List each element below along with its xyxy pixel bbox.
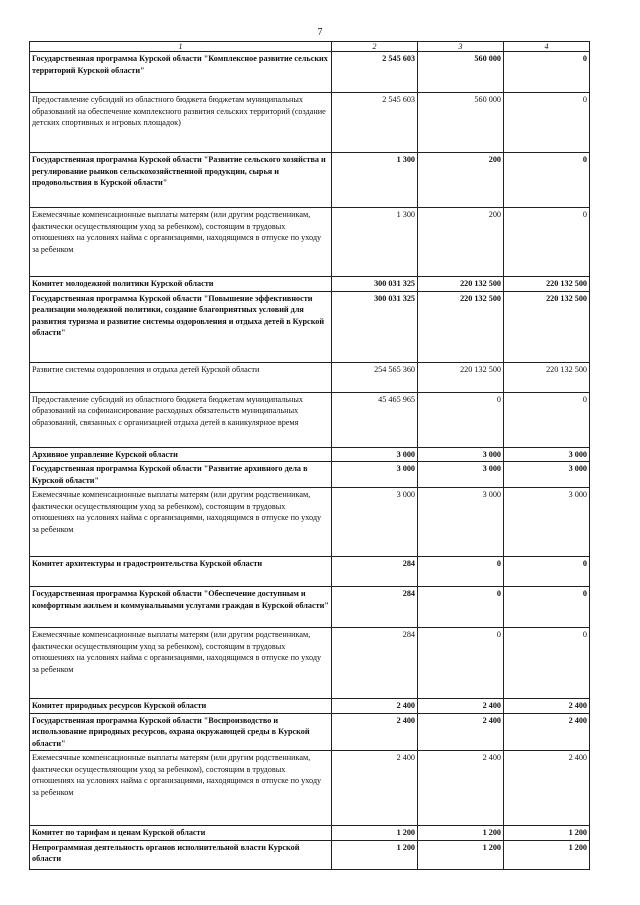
value-cell-col4: 220 132 500	[504, 362, 590, 392]
table-row	[30, 277, 590, 292]
value-cell-col4: 2 400	[504, 751, 590, 826]
table-row	[30, 208, 590, 277]
table-row	[30, 751, 590, 826]
value-cell-col4: 2 400	[504, 699, 590, 714]
value-cell-col3: 0	[418, 392, 504, 447]
value-cell-col2: 3 000	[332, 447, 418, 462]
row-name-cell: Предоставление субсидий из областного бюджета бюджетам муниципальных образований на софинансирование расходных обязательств муниципальных образований, связанных с организацией отдыха детей в каникулярное время	[30, 392, 332, 447]
value-cell-col3: 0	[418, 557, 504, 587]
row-name-cell: Государственная программа Курской области "Воспроизводство и использование природных ресурсов, охрана окружающей среды в Курской области"	[30, 713, 332, 751]
table-row	[30, 840, 590, 869]
value-cell-col4: 0	[504, 628, 590, 699]
table-row	[30, 392, 590, 447]
column-header: 1	[30, 42, 332, 52]
value-cell-col4: 0	[504, 153, 590, 208]
table-row	[30, 93, 590, 153]
row-name-cell: Архивное управление Курской области	[30, 447, 332, 462]
value-cell-col4: 3 000	[504, 447, 590, 462]
row-name-cell: Ежемесячные компенсационные выплаты матерям (или другим родственникам, фактически осуществляющим уход за ребенком), состоящим в трудовых отношениях на условиях найма с организациями, находящимся в отпуске по уходу за ребенком	[30, 488, 332, 557]
value-cell-col4: 1 200	[504, 826, 590, 841]
row-name-cell: Развитие системы оздоровления и отдыха детей Курской области	[30, 362, 332, 392]
value-cell-col3: 1 200	[418, 840, 504, 869]
column-number-row	[30, 42, 590, 52]
value-cell-col3: 560 000	[418, 52, 504, 93]
value-cell-col4: 0	[504, 93, 590, 153]
value-cell-col2: 1 300	[332, 208, 418, 277]
value-cell-col2: 2 400	[332, 699, 418, 714]
table-row	[30, 826, 590, 841]
value-cell-col3: 220 132 500	[418, 362, 504, 392]
value-cell-col3: 3 000	[418, 462, 504, 488]
value-cell-col4: 1 200	[504, 840, 590, 869]
row-name-cell: Государственная программа Курской области "Развитие архивного дела в Курской области"	[30, 462, 332, 488]
value-cell-col3: 220 132 500	[418, 277, 504, 292]
value-cell-col3: 560 000	[418, 93, 504, 153]
value-cell-col2: 2 400	[332, 751, 418, 826]
column-header: 4	[504, 42, 590, 52]
value-cell-col2: 300 031 325	[332, 291, 418, 362]
table-row	[30, 557, 590, 587]
value-cell-col2: 2 545 603	[332, 52, 418, 93]
value-cell-col2: 300 031 325	[332, 277, 418, 292]
value-cell-col2: 3 000	[332, 488, 418, 557]
value-cell-col4: 0	[504, 587, 590, 628]
value-cell-col3: 0	[418, 587, 504, 628]
value-cell-col3: 2 400	[418, 699, 504, 714]
row-name-cell: Комитет природных ресурсов Курской области	[30, 699, 332, 714]
table-row	[30, 699, 590, 714]
row-name-cell: Ежемесячные компенсационные выплаты матерям (или другим родственникам, фактически осуществляющим уход за ребенком), состоящим в трудовых отношениях на условиях найма с организациями, находящимся в отпуске по уходу за ребенком	[30, 208, 332, 277]
row-name-cell: Ежемесячные компенсационные выплаты матерям (или другим родственникам, фактически осуществляющим уход за ребенком), состоящим в трудовых отношениях на условиях найма с организациями, находящимся в отпуске по уходу за ребенком	[30, 751, 332, 826]
row-name-cell: Государственная программа Курской области "Комплексное развитие сельских территорий Курской области"	[30, 52, 332, 93]
value-cell-col2: 2 545 603	[332, 93, 418, 153]
value-cell-col4: 3 000	[504, 462, 590, 488]
value-cell-col2: 3 000	[332, 462, 418, 488]
table-row	[30, 488, 590, 557]
value-cell-col4: 0	[504, 392, 590, 447]
row-name-cell: Государственная программа Курской области "Повышение эффективности реализации молодежной политики, создание благоприятных условий для развития туризма и развитие системы оздоровления и отдыха детей в Курской области"	[30, 291, 332, 362]
row-name-cell: Комитет по тарифам и ценам Курской области	[30, 826, 332, 841]
value-cell-col3: 3 000	[418, 447, 504, 462]
value-cell-col2: 2 400	[332, 713, 418, 751]
page-number: 7	[317, 27, 323, 38]
table-row	[30, 628, 590, 699]
value-cell-col3: 220 132 500	[418, 291, 504, 362]
table-row	[30, 462, 590, 488]
value-cell-col2: 45 465 965	[332, 392, 418, 447]
value-cell-col3: 1 200	[418, 826, 504, 841]
value-cell-col4: 0	[504, 52, 590, 93]
value-cell-col2: 284	[332, 628, 418, 699]
value-cell-col2: 284	[332, 557, 418, 587]
row-name-cell: Государственная программа Курской области "Развитие сельского хозяйства и регулирование рынков сельскохозяйственной продукции, сырья и продовольствия в Курской области"	[30, 153, 332, 208]
value-cell-col2: 1 200	[332, 840, 418, 869]
table-row	[30, 362, 590, 392]
value-cell-col3: 2 400	[418, 713, 504, 751]
table-row	[30, 52, 590, 93]
row-name-cell: Комитет молодежной политики Курской области	[30, 277, 332, 292]
value-cell-col4: 0	[504, 557, 590, 587]
row-name-cell: Непрограммная деятельность органов исполнительной власти Курской области	[30, 840, 332, 869]
table-row	[30, 153, 590, 208]
row-name-cell: Государственная программа Курской области "Обеспечение доступным и комфортным жильем и коммунальными услугами граждан в Курской области"	[30, 587, 332, 628]
value-cell-col4: 220 132 500	[504, 291, 590, 362]
value-cell-col2: 284	[332, 587, 418, 628]
value-cell-col2: 1 200	[332, 826, 418, 841]
value-cell-col4: 3 000	[504, 488, 590, 557]
row-name-cell: Предоставление субсидий из областного бюджета бюджетам муниципальных образований на обеспечение комплексного развития сельских территорий (создание детских спортивных и игровых площадок)	[30, 93, 332, 153]
table-row	[30, 447, 590, 462]
table-row	[30, 713, 590, 751]
row-name-cell: Ежемесячные компенсационные выплаты матерям (или другим родственникам, фактически осуществляющим уход за ребенком), состоящим в трудовых отношениях на условиях найма с организациями, находящимся в отпуске по уходу за ребенком	[30, 628, 332, 699]
value-cell-col3: 2 400	[418, 751, 504, 826]
budget-table	[29, 41, 590, 870]
table-row	[30, 291, 590, 362]
row-name-cell: Комитет архитектуры и градостроительства Курской области	[30, 557, 332, 587]
value-cell-col4: 2 400	[504, 713, 590, 751]
value-cell-col4: 220 132 500	[504, 277, 590, 292]
value-cell-col4: 0	[504, 208, 590, 277]
value-cell-col2: 254 565 360	[332, 362, 418, 392]
value-cell-col3: 0	[418, 628, 504, 699]
value-cell-col3: 3 000	[418, 488, 504, 557]
column-header: 2	[332, 42, 418, 52]
value-cell-col3: 200	[418, 153, 504, 208]
value-cell-col3: 200	[418, 208, 504, 277]
value-cell-col2: 1 300	[332, 153, 418, 208]
table-row	[30, 587, 590, 628]
column-header: 3	[418, 42, 504, 52]
